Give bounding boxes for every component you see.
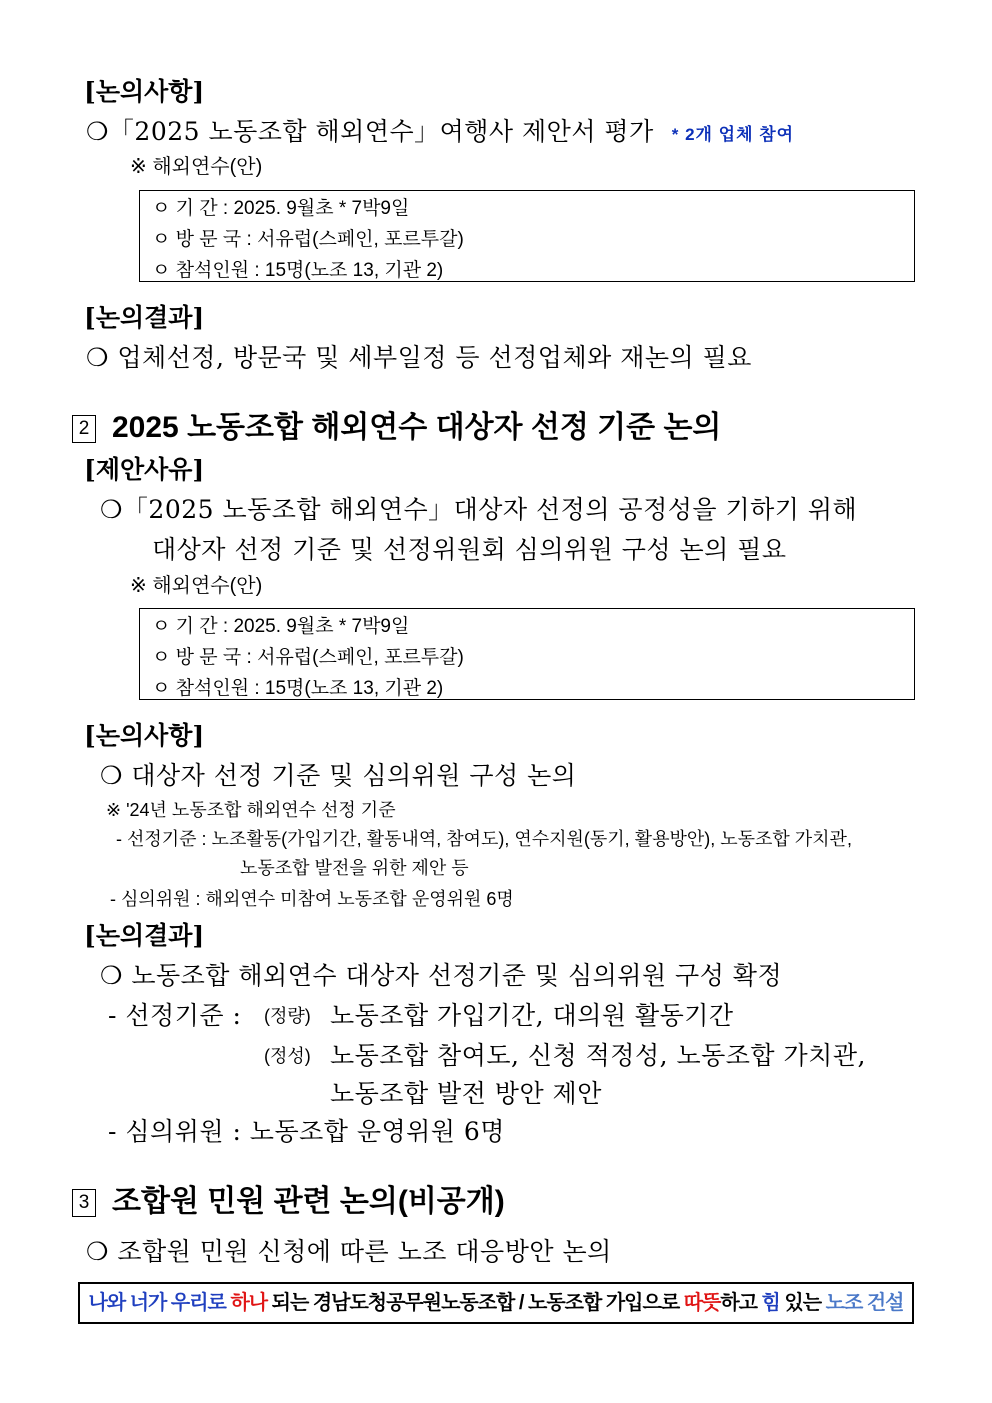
result-item: ❍ 업체선정, 방문국 및 세부일정 등 선정업체와 재논의 필요 xyxy=(86,343,752,372)
plan-attendees: ㅇ 참석인원 : 15명(노조 13, 기관 2) xyxy=(152,678,444,699)
result-heading: [논의결과] xyxy=(84,303,205,332)
section-2-title xyxy=(72,402,721,446)
quantitative-tag: (정량) xyxy=(264,1006,311,1026)
slogan-part: 나와 너가 우리로 xyxy=(88,1292,231,1314)
plan-note: ※ 해외연수(안) xyxy=(130,156,263,178)
section-number-box: 2 xyxy=(72,415,96,443)
slogan-highlight-red: 따뜻 xyxy=(683,1292,721,1314)
footer-slogan xyxy=(78,1282,914,1324)
plan-box xyxy=(139,608,915,700)
committee-line: - 심의위원 : 노동조합 운영위원 6명 xyxy=(108,1117,505,1146)
result-item: ❍ 노동조합 해외연수 대상자 선정기준 및 심의위원 구성 확정 xyxy=(100,961,783,990)
vendor-count-note: * 2개 업체 참여 xyxy=(671,125,795,144)
reference-note: ※ '24년 노동조합 해외연수 선정 기준 xyxy=(106,800,396,820)
quantitative-criteria: 노동조합 가입기간, 대의원 활동기간 xyxy=(330,1001,734,1030)
plan-note: ※ 해외연수(안) xyxy=(130,575,263,597)
reference-criteria: - 선정기준 : 노조활동(가입기간, 활동내역, 참여도), 연수지원(동기, 활용방안), 노동조합 가치관, xyxy=(116,829,852,849)
result-heading: [논의결과] xyxy=(84,921,205,950)
section-title-text: 2025 노동조합 해외연수 대상자 선정 기준 논의 xyxy=(112,411,722,444)
slogan-part: 하고 xyxy=(720,1292,762,1314)
reference-criteria-cont: 노동조합 발전을 위한 제안 등 xyxy=(240,858,469,878)
plan-attendees: ㅇ 참석인원 : 15명(노조 13, 기관 2) xyxy=(152,260,444,281)
section-3-title xyxy=(72,1176,505,1220)
plan-countries: ㅇ 방 문 국 : 서유럽(스페인, 포르투갈) xyxy=(152,647,464,668)
plan-countries: ㅇ 방 문 국 : 서유럽(스페인, 포르투갈) xyxy=(152,229,464,250)
slogan-highlight-blue: 힘 xyxy=(761,1292,780,1314)
qualitative-criteria-cont: 노동조합 발전 방안 제안 xyxy=(330,1079,602,1108)
discussion-item: ❍ 대상자 선정 기준 및 심의위원 구성 논의 xyxy=(100,761,577,790)
slogan-highlight-lightblue: 노조 건설 xyxy=(825,1292,904,1314)
slogan-part: 있는 xyxy=(779,1292,826,1314)
section-3-item: ❍ 조합원 민원 신청에 따른 노조 대응방안 논의 xyxy=(86,1237,612,1266)
criteria-label: - 선정기준 : xyxy=(108,1001,242,1030)
qualitative-tag: (정성) xyxy=(264,1046,311,1066)
slogan-part: 되는 경남도청공무원노동조합 / 노동조합 가입으로 xyxy=(267,1292,684,1314)
plan-period: ㅇ 기 간 : 2025. 9월초 * 7박9일 xyxy=(152,198,410,219)
discussion-heading: [논의사항] xyxy=(84,77,205,106)
plan-box xyxy=(139,190,915,282)
reference-committee: - 심의위원 : 해외연수 미참여 노동조합 운영위원 6명 xyxy=(110,889,514,909)
discussion-item xyxy=(86,112,794,148)
qualitative-criteria: 노동조합 참여도, 신청 적정성, 노동조합 가치관, xyxy=(330,1041,866,1070)
reason-line-1: ❍「2025 노동조합 해외연수」대상자 선정의 공정성을 기하기 위해 xyxy=(100,495,858,524)
section-number-box: 3 xyxy=(72,1189,96,1217)
reason-heading: [제안사유] xyxy=(84,455,205,484)
slogan-highlight-red: 하나 xyxy=(230,1292,268,1314)
plan-period: ㅇ 기 간 : 2025. 9월초 * 7박9일 xyxy=(152,616,410,637)
section-title-text: 조합원 민원 관련 논의(비공개) xyxy=(112,1185,505,1218)
discussion-item-text: ❍「2025 노동조합 해외연수」여행사 제안서 평가 xyxy=(86,117,654,146)
reason-line-2: 대상자 선정 기준 및 선정위원회 심의위원 구성 논의 필요 xyxy=(152,535,787,564)
discussion-heading: [논의사항] xyxy=(84,721,205,750)
